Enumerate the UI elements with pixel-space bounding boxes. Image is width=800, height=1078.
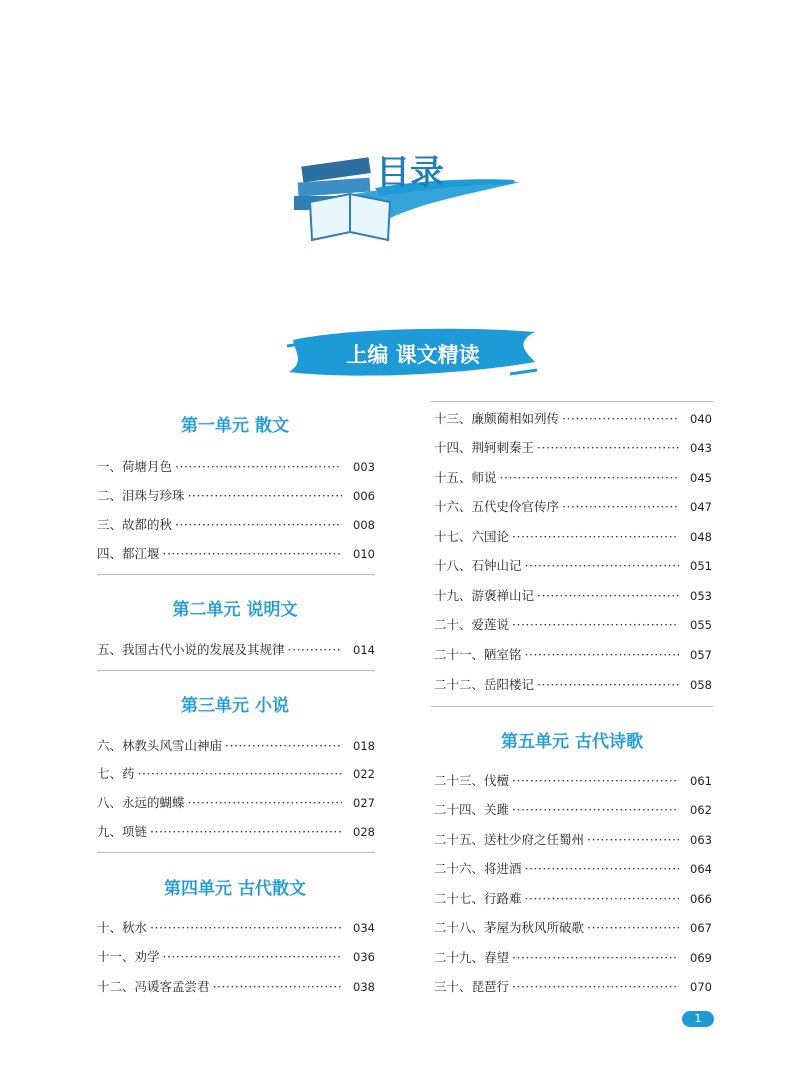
entry-title: 二十六、将进酒 — [434, 861, 522, 876]
toc-entry[interactable] — [434, 860, 712, 878]
entry-title: 十一、劝学 — [97, 949, 160, 964]
entry-title: 二十九、春望 — [434, 950, 510, 965]
entry-title: 九、项链 — [97, 824, 148, 839]
entry-page: 053 — [690, 589, 712, 603]
entry-page: 047 — [690, 500, 712, 514]
entry-page: 018 — [353, 739, 375, 753]
entry-page: 066 — [690, 892, 712, 906]
entry-title: 五、我国古代小说的发展及其规律 — [97, 642, 285, 657]
divider — [431, 706, 713, 707]
entry-title: 三、故都的秋 — [97, 517, 173, 532]
entry-title: 十二、冯谖客孟尝君 — [97, 979, 210, 994]
entry-title: 十四、荆轲刺秦王 — [434, 440, 535, 455]
entry-page: 036 — [353, 950, 375, 964]
entry-page: 057 — [690, 648, 712, 662]
toc-entry[interactable] — [434, 919, 712, 937]
unit-title: 第四单元 古代散文 — [164, 879, 306, 899]
contents-title: 目录 — [376, 153, 444, 193]
toc-entry[interactable] — [434, 646, 712, 664]
entry-page: 014 — [353, 643, 375, 657]
toc-entry[interactable] — [434, 557, 712, 575]
entry-page: 038 — [353, 980, 375, 994]
entry-page: 010 — [353, 547, 375, 561]
entry-page: 008 — [353, 518, 375, 532]
entry-page: 070 — [690, 980, 712, 994]
entry-page: 058 — [690, 678, 712, 692]
entry-title: 二十八、茅屋为秋风所破歌 — [434, 920, 585, 935]
entry-title: 二、泪珠与珍珠 — [97, 488, 185, 503]
toc-entry[interactable] — [434, 469, 712, 487]
toc-entry[interactable] — [97, 458, 375, 476]
entry-title: 八、永远的蝴蝶 — [97, 795, 185, 810]
entry-page: 062 — [690, 803, 712, 817]
entry-page: 003 — [353, 460, 375, 474]
toc-entry[interactable] — [434, 890, 712, 908]
entry-title: 十三、廉颇蔺相如列传 — [434, 411, 560, 426]
toc-entry[interactable] — [434, 978, 712, 996]
entry-title: 七、药 — [97, 766, 135, 781]
entry-page: 043 — [690, 441, 712, 455]
entry-page: 064 — [690, 862, 712, 876]
unit-title: 第二单元 说明文 — [172, 600, 298, 620]
section-banner — [285, 322, 540, 384]
toc-entry[interactable] — [434, 831, 712, 849]
toc-entry[interactable] — [97, 765, 375, 783]
entry-page: 048 — [690, 530, 712, 544]
page-number-badge: 1 — [682, 1011, 714, 1027]
toc-entry[interactable] — [97, 487, 375, 505]
divider — [97, 852, 375, 853]
toc-entry[interactable] — [97, 641, 375, 659]
entry-title: 二十三、伐檀 — [434, 773, 510, 788]
entry-title: 一、荷塘月色 — [97, 459, 173, 474]
toc-entry[interactable] — [97, 823, 375, 841]
entry-title: 二十四、关雎 — [434, 802, 510, 817]
entry-page: 063 — [690, 833, 712, 847]
entry-page: 027 — [353, 796, 375, 810]
unit-title: 第一单元 散文 — [181, 416, 289, 436]
entry-page: 067 — [690, 921, 712, 935]
divider — [431, 401, 713, 402]
toc-entry[interactable] — [97, 794, 375, 812]
toc-entry[interactable] — [434, 587, 712, 605]
unit-title: 第三单元 小说 — [181, 696, 289, 716]
toc-entry[interactable] — [434, 772, 712, 790]
toc-entry[interactable] — [434, 410, 712, 428]
section-title: 上编 课文精读 — [346, 343, 480, 367]
contents-subtitle: content — [440, 208, 506, 226]
entry-page: 061 — [690, 774, 712, 788]
entry-title: 二十、爱莲说 — [434, 617, 510, 632]
toc-entry[interactable] — [434, 498, 712, 516]
entry-title: 六、林教头风雪山神庙 — [97, 738, 223, 753]
entry-title: 十、秋水 — [97, 920, 148, 935]
toc-entry[interactable] — [434, 676, 712, 694]
toc-entry[interactable] — [97, 516, 375, 534]
divider — [97, 574, 375, 575]
divider — [97, 670, 375, 671]
entry-page: 028 — [353, 825, 375, 839]
entry-page: 055 — [690, 618, 712, 632]
entry-title: 二十二、岳阳楼记 — [434, 677, 535, 692]
entry-page: 040 — [690, 412, 712, 426]
entry-page: 045 — [690, 471, 712, 485]
entry-title: 十六、五代史伶官传序 — [434, 499, 560, 514]
entry-title: 十七、六国论 — [434, 529, 510, 544]
entry-title: 二十一、陋室铭 — [434, 647, 522, 662]
entry-title: 十五、师说 — [434, 470, 497, 485]
entry-title: 十八、石钟山记 — [434, 558, 522, 573]
unit-title: 第五单元 古代诗歌 — [501, 732, 643, 752]
toc-entry[interactable] — [434, 439, 712, 457]
entry-page: 006 — [353, 489, 375, 503]
entry-title: 二十五、送杜少府之任蜀州 — [434, 832, 585, 847]
toc-entry[interactable] — [97, 737, 375, 755]
entry-title: 四、都江堰 — [97, 546, 160, 561]
toc-entry[interactable] — [97, 978, 375, 996]
toc-entry[interactable] — [97, 948, 375, 966]
toc-entry[interactable] — [97, 919, 375, 937]
entry-title: 二十七、行路难 — [434, 891, 522, 906]
entry-title: 三十、琵琶行 — [434, 979, 510, 994]
toc-entry[interactable] — [434, 949, 712, 967]
entry-page: 034 — [353, 921, 375, 935]
entry-page: 069 — [690, 951, 712, 965]
entry-page: 051 — [690, 559, 712, 573]
entry-page: 022 — [353, 767, 375, 781]
toc-entry[interactable] — [434, 528, 712, 546]
toc-entry[interactable] — [434, 801, 712, 819]
contents-header-graphic — [280, 140, 530, 260]
entry-title: 十九、游褒禅山记 — [434, 588, 535, 603]
toc-entry[interactable] — [97, 545, 375, 563]
toc-entry[interactable] — [434, 616, 712, 634]
